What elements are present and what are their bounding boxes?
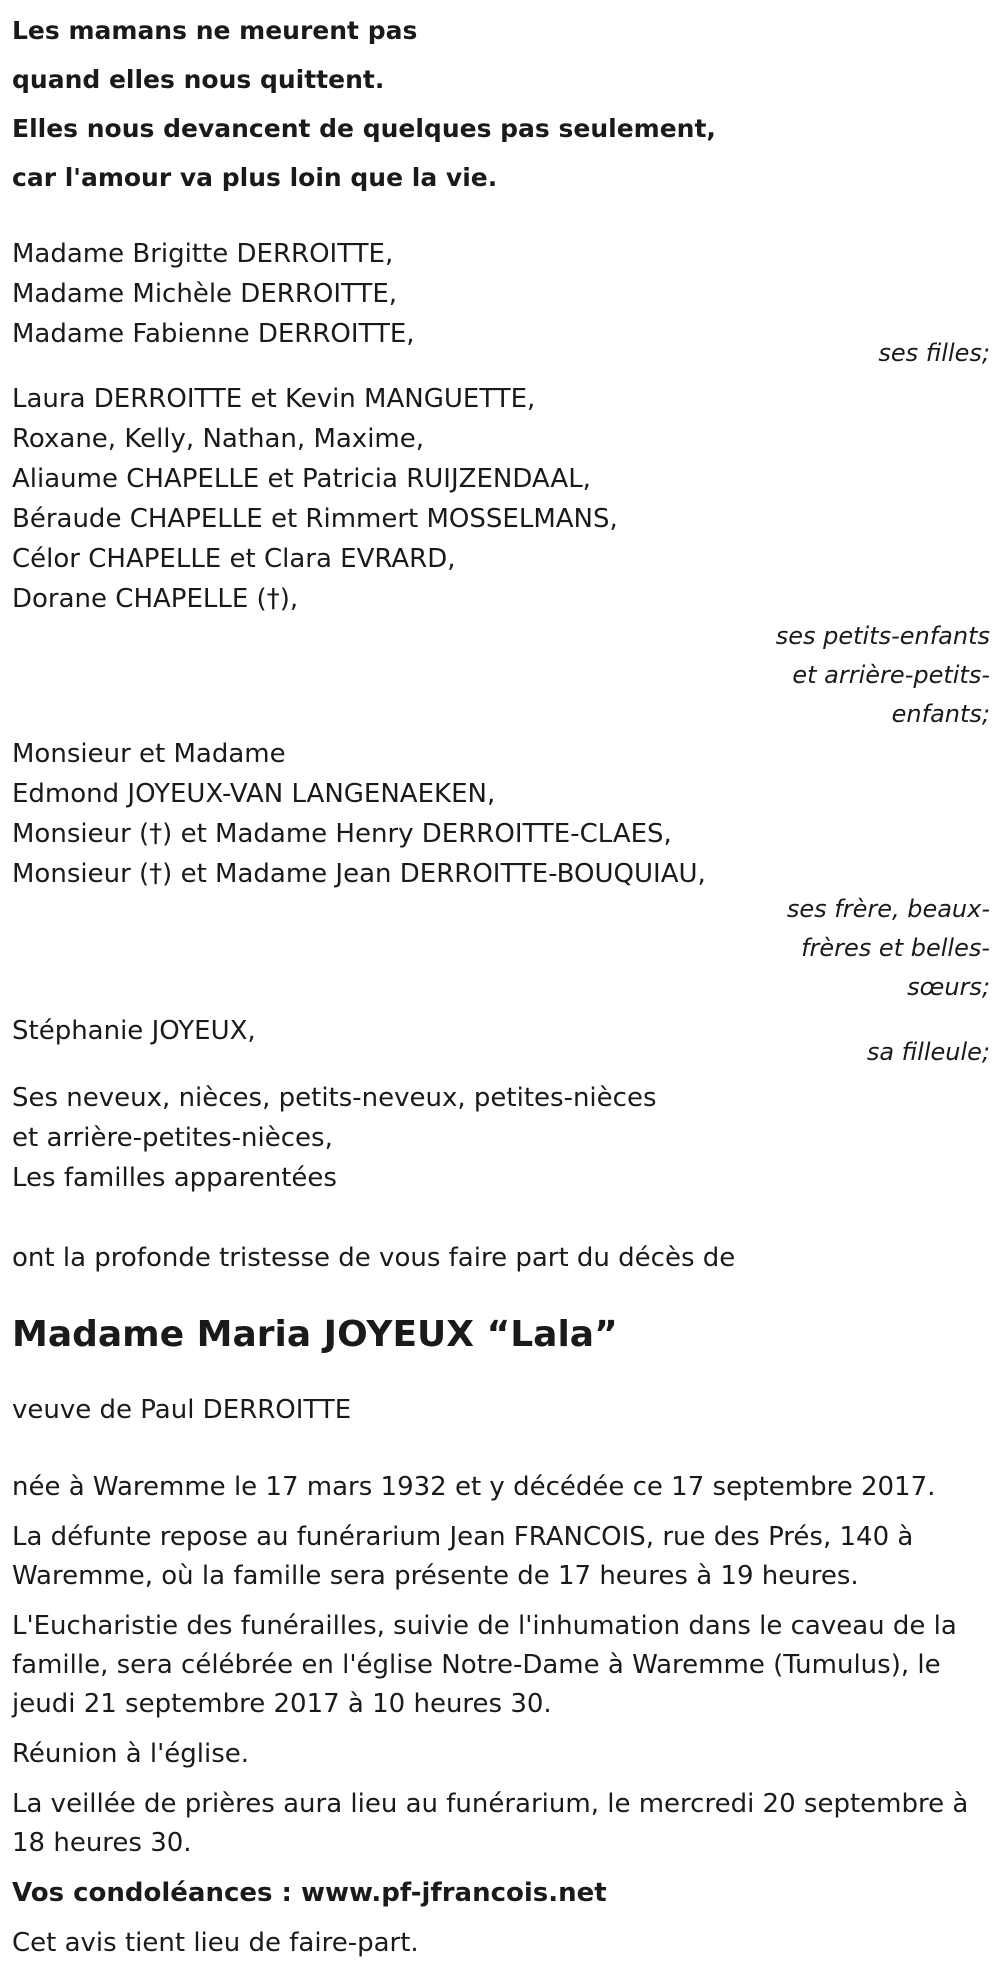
- family-name: Edmond JOYEUX-VAN LANGENAEKEN,: [12, 779, 496, 809]
- family-name: Laura DERROITTE et Kevin MANGUETTE,: [12, 384, 536, 414]
- widow-of: veuve de Paul DERROITTE: [12, 1395, 352, 1425]
- family-name: Ses neveux, nièces, petits-neveux, petites-nièces: [12, 1083, 657, 1113]
- poem-line: Elles nous devancent de quelques pas seulement,: [12, 114, 716, 143]
- funerarium-paragraph: La défunte repose au funérarium Jean FRANCOIS, rue des Prés, 140 à Waremme, où la famille sera présente de 17 heures à 19 heures.: [12, 1522, 914, 1591]
- poem-line: Les mamans ne meurent pas: [12, 16, 418, 45]
- family-name: Aliaume CHAPELLE et Patricia RUIJZENDAAL,: [12, 464, 591, 494]
- family-name: Béraude CHAPELLE et Rimmert MOSSELMANS,: [12, 504, 618, 534]
- family-name: et arrière-petites-nièces,: [12, 1123, 333, 1153]
- family-name: Roxane, Kelly, Nathan, Maxime,: [12, 424, 425, 454]
- condolences-line: Vos condoléances : www.pf-jfrancois.net: [12, 1878, 607, 1908]
- obituary-notice: [12, 6, 990, 1963]
- family-name: Les familles apparentées: [12, 1163, 337, 1193]
- announcement-text: ont la profonde tristesse de vous faire part du décès de: [12, 1243, 736, 1273]
- relation-label: frères et belles-: [801, 934, 990, 962]
- family-name: Madame Fabienne DERROITTE,: [12, 319, 415, 349]
- poem: [12, 6, 990, 202]
- family-group-grandchildren: [12, 379, 990, 734]
- vigil-paragraph: La veillée de prières aura lieu au funérarium, le mercredi 20 septembre à 18 heures 30.: [12, 1789, 969, 1858]
- relation-label: et arrière-petits-: [792, 661, 990, 689]
- family-name: Monsieur (†) et Madame Jean DERROITTE-BOUQUIAU,: [12, 859, 706, 889]
- relation-label: ses frère, beaux-: [786, 895, 990, 923]
- family-group-daughters: [12, 234, 990, 373]
- relation-label: ses filles;: [878, 339, 990, 367]
- family-group-siblings: [12, 734, 990, 1007]
- deceased-name: Madame Maria JOYEUX “Lala”: [12, 1314, 618, 1355]
- family-name: Monsieur et Madame: [12, 739, 286, 769]
- family-name: Monsieur (†) et Madame Henry DERROITTE-CLAES,: [12, 819, 672, 849]
- birth-death-paragraph: née à Waremme le 17 mars 1932 et y décédée ce 17 septembre 2017.: [12, 1472, 936, 1502]
- closing-line: Cet avis tient lieu de faire-part.: [12, 1928, 419, 1958]
- family-name: Dorane CHAPELLE (†),: [12, 584, 299, 614]
- family-name: Madame Brigitte DERROITTE,: [12, 239, 394, 269]
- family-name: Stéphanie JOYEUX,: [12, 1016, 256, 1046]
- poem-line: quand elles nous quittent.: [12, 65, 385, 94]
- relation-label: sœurs;: [907, 973, 990, 1001]
- relation-label: sa filleule;: [866, 1038, 990, 1066]
- relation-label: enfants;: [891, 700, 990, 728]
- family-group-extended: [12, 1078, 990, 1198]
- funeral-details: [12, 1468, 990, 1963]
- family-name: Madame Michèle DERROITTE,: [12, 279, 398, 309]
- ceremony-paragraph: L'Eucharistie des funérailles, suivie de l'inhumation dans le caveau de la famille, sera célébrée en l'église Notre-Dame à Waremme (Tumulus), le jeudi 21 septembre 2017 à 10 heures 30.: [12, 1611, 957, 1719]
- poem-line: car l'amour va plus loin que la vie.: [12, 163, 498, 192]
- meeting-paragraph: Réunion à l'église.: [12, 1739, 250, 1769]
- family-name: Célor CHAPELLE et Clara EVRARD,: [12, 544, 456, 574]
- family-group-goddaughter: [12, 1011, 990, 1072]
- relation-label: ses petits-enfants: [775, 622, 990, 650]
